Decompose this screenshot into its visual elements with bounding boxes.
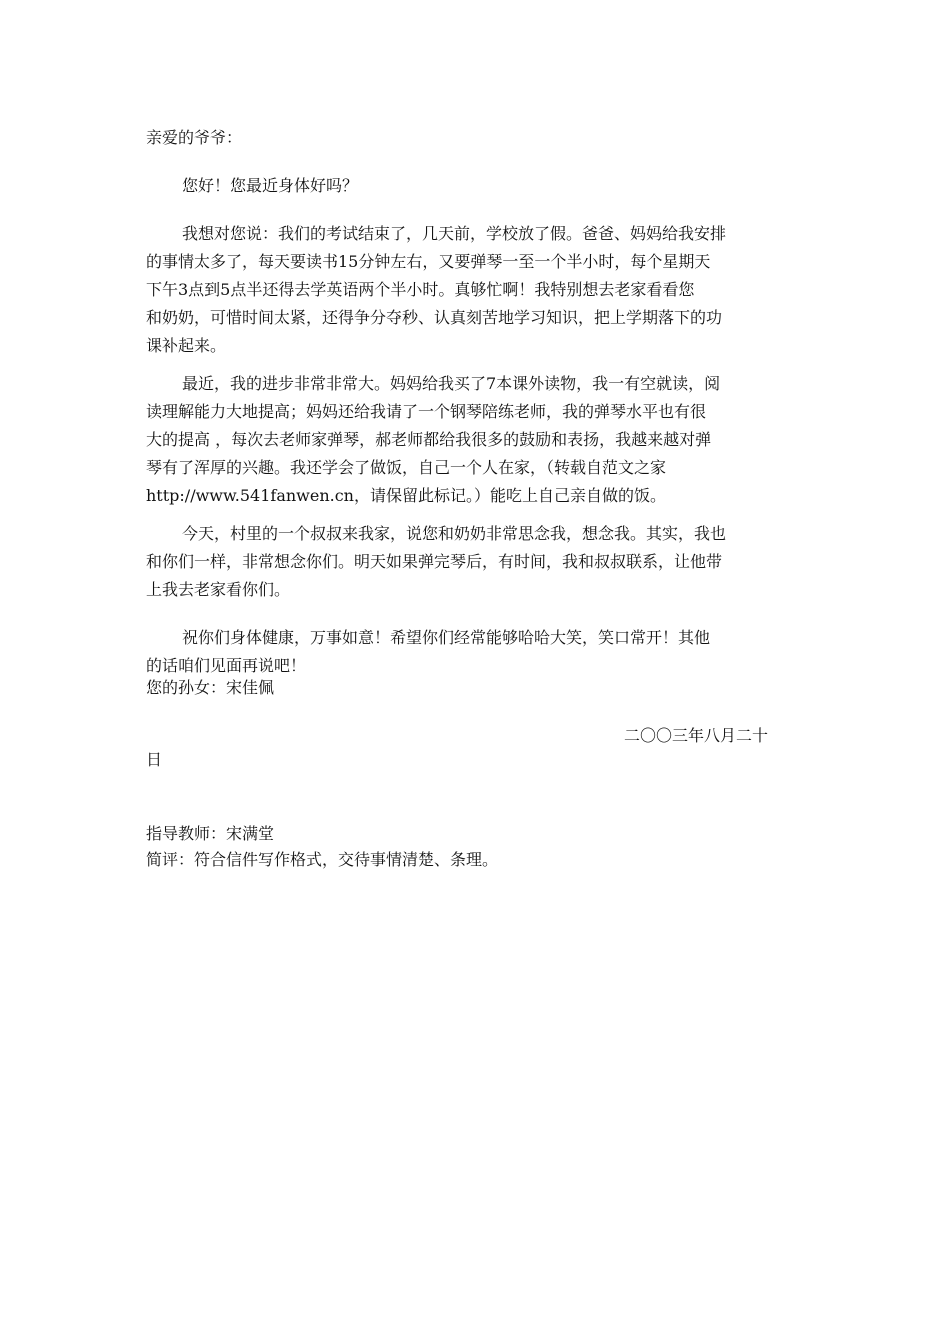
paragraph-line: 的事情太多了，每天要读书15分钟左右，又要弹琴一至一个半小时，每个星期天 xyxy=(146,252,711,271)
paragraph-line: 琴有了浑厚的兴趣。我还学会了做饭，自己一个人在家，（转载自范文之家 xyxy=(146,458,667,477)
paragraph-line: 读理解能力大地提高；妈妈还给我请了一个钢琴陪练老师，我的弹琴水平也有很 xyxy=(146,402,707,421)
signature: 您的孙女：宋佳佩 xyxy=(146,678,275,697)
date-line: 二〇〇三年八月二十 xyxy=(624,726,769,745)
paragraph-line: 和奶奶，可惜时间太紧，还得争分夺秒、认真刻苦地学习知识，把上学期落下的功 xyxy=(146,308,723,327)
paragraph-line: 大的提高 ，每次去老师家弹琴，郝老师都给我很多的鼓励和表扬，我越来越对弹 xyxy=(146,430,712,449)
comment-line: 简评：符合信件写作格式，交待事情清楚、条理。 xyxy=(146,850,499,869)
paragraph-line: 的话咱们见面再说吧！ xyxy=(146,656,307,675)
paragraph-line: 下午3点到5点半还得去学英语两个半小时。真够忙啊！我特别想去老家看看您 xyxy=(146,280,695,299)
paragraph-line: 上我去老家看你们。 xyxy=(146,580,291,599)
date-line-continuation: 日 xyxy=(146,750,163,769)
paragraph-line: 今天，村里的一个叔叔来我家，说您和奶奶非常思念我，想念我。其实，我也 xyxy=(182,524,727,543)
paragraph-line: 祝你们身体健康，万事如意！希望你们经常能够哈哈大笑，笑口常开！其他 xyxy=(182,628,711,647)
paragraph-line: http://www.541fanwen.cn，请保留此标记。）能吃上自己亲自做的饭。 xyxy=(146,486,666,505)
salutation: 亲爱的爷爷： xyxy=(146,128,243,147)
teacher-line: 指导教师：宋满堂 xyxy=(146,824,275,843)
paragraph-line: 我想对您说：我们的考试结束了，几天前，学校放了假。爸爸、妈妈给我安排 xyxy=(182,224,727,243)
paragraph-line: 最近，我的进步非常非常大。妈妈给我买了7本课外读物，我一有空就读，阅 xyxy=(182,374,721,393)
greeting: 您好！您最近身体好吗？ xyxy=(182,176,359,195)
paragraph-line: 和你们一样，非常想念你们。明天如果弹完琴后，有时间，我和叔叔联系，让他带 xyxy=(146,552,723,571)
paragraph-line: 课补起来。 xyxy=(146,336,227,355)
